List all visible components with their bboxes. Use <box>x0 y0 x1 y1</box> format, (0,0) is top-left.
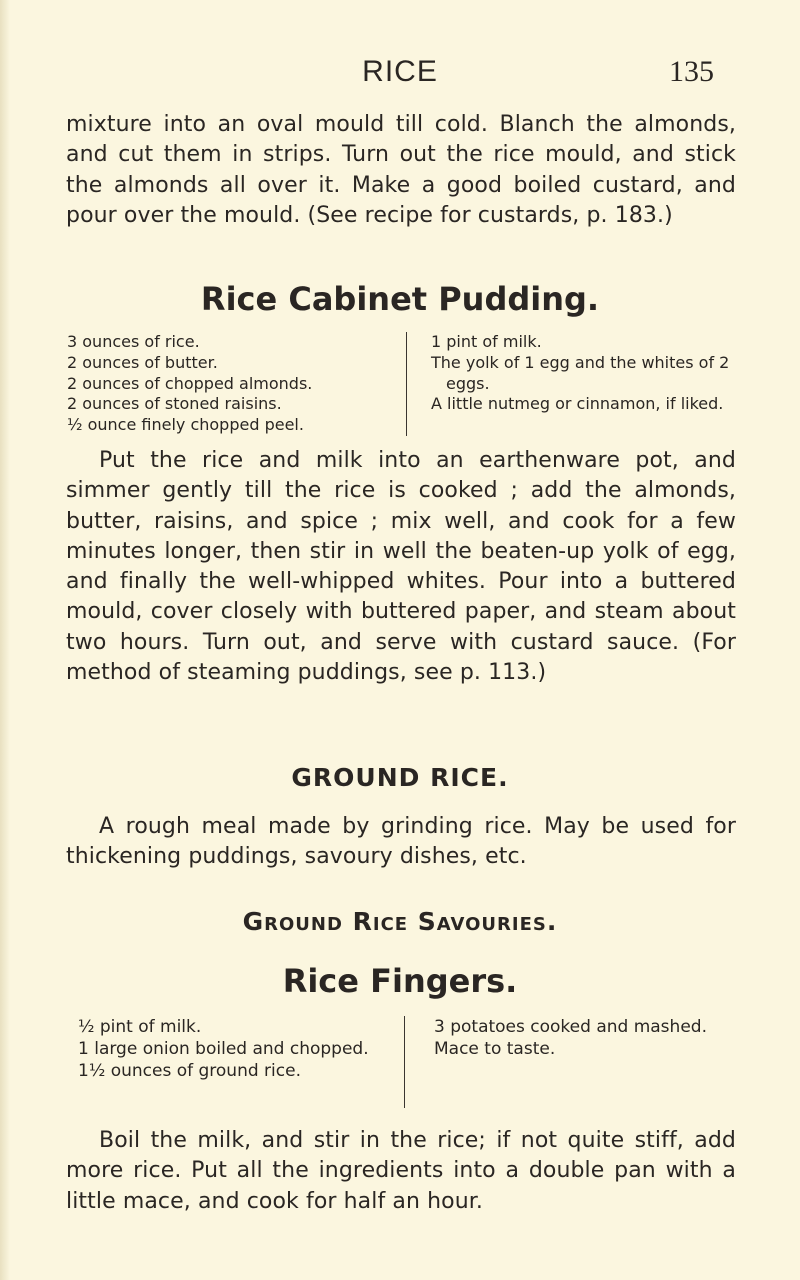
cabinet-ingredients-left <box>67 332 405 436</box>
ingredient-item: 2 ounces of butter. <box>67 352 218 372</box>
ingredient-item: A little nutmeg or cinnamon, if liked. <box>431 394 724 414</box>
cabinet-pudding-method: Put the rice and milk into an earthenware pot, and simmer gently till the rice is cooked ; add the almonds, butter, raisins, and spice ; mix well, and cook for a few minutes longer, then stir in well the beaten-up yolk of egg, and finally the well-whipped whites. Pour into a buttered mould, cover closely with buttered paper, and steam about two hours. Turn out, and serve with custard sauce. (For method of steaming puddings, see p. 113.) <box>66 448 736 686</box>
intro-paragraph: mixture into an oval mould till cold. Blanch the almonds, and cut them in strips. Turn out the rice mould, and stick the almonds all over it. Make a good boiled custard, and pour over the mould. (See recipe for custards, p. 183.) <box>66 112 736 228</box>
running-head <box>0 52 800 92</box>
ingredient-item: The yolk of 1 egg and the whites of 2 eggs. <box>431 352 730 393</box>
column-divider <box>404 1016 405 1108</box>
ingredient-item: ½ ounce finely chopped peel. <box>67 415 304 435</box>
page-number: 135 <box>669 55 714 88</box>
ground-rice-heading: GROUND RICE. <box>291 763 509 792</box>
ingredient-item: ½ pint of milk. <box>78 1017 202 1037</box>
savouries-heading: Ground Rice Savouries. <box>242 907 558 936</box>
ingredient-item: Mace to taste. <box>434 1039 556 1059</box>
rice-fingers-method: Boil the milk, and stir in the rice; if not quite stiff, add more rice. Put all the ingredients into a double pan with a little mace, and cook for half an hour. <box>66 1128 736 1214</box>
ingredient-item: 1 large onion boiled and chopped. <box>78 1039 369 1059</box>
cabinet-pudding-title: Rice Cabinet Pudding. <box>200 280 600 318</box>
running-title: RICE <box>362 55 438 88</box>
fingers-ingredients-left <box>78 1016 388 1082</box>
ingredient-item: 1 pint of milk. <box>431 332 542 351</box>
ingredient-item: 2 ounces of chopped almonds. <box>67 373 313 393</box>
cabinet-pudding-ingredients <box>67 332 737 440</box>
fingers-ingredients-right <box>434 1016 734 1060</box>
ground-rice-text: A rough meal made by grinding rice. May be used for thickening puddings, savoury dishes, etc. <box>66 814 736 870</box>
column-divider <box>406 332 407 436</box>
rice-fingers-title: Rice Fingers. <box>282 962 518 1000</box>
rice-fingers-ingredients <box>78 1016 738 1108</box>
ingredient-item: 3 ounces of rice. <box>67 332 200 351</box>
ingredient-item: 2 ounces of stoned raisins. <box>67 394 282 414</box>
ingredient-item: 1½ ounces of ground rice. <box>78 1061 301 1081</box>
cabinet-ingredients-right <box>431 332 735 415</box>
ingredient-item: 3 potatoes cooked and mashed. <box>434 1017 707 1037</box>
